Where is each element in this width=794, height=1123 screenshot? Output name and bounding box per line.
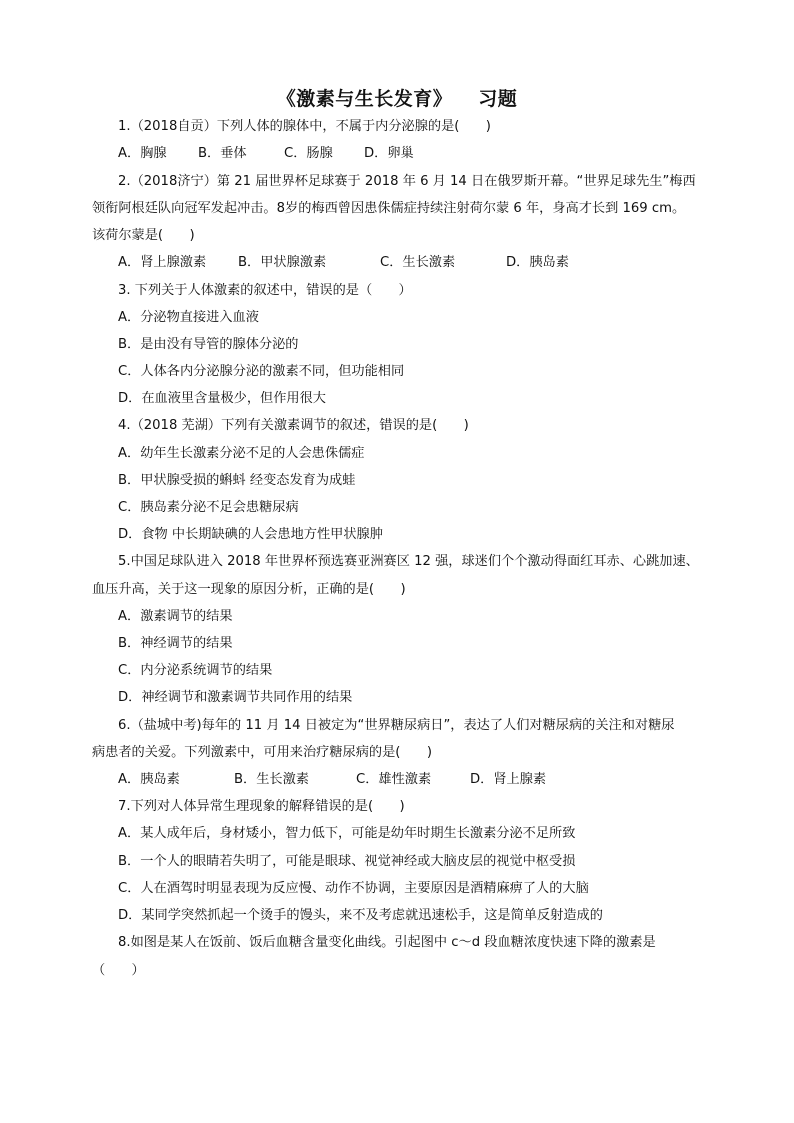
q3-option-b: B．是由没有导管的腺体分泌的 bbox=[118, 337, 299, 352]
q6-option-d: D．肾上腺素 bbox=[470, 772, 547, 787]
question-8-stem-line-1: 8.如图是某人在饭前、饭后血糖含量变化曲线。引起图中 c～d 段血糖浓度快速下降的激素是 bbox=[118, 935, 656, 950]
title-sub: 习题 bbox=[478, 88, 518, 110]
question-5-stem-line-1: 5.中国足球队进入 2018 年世界杯预选赛亚洲赛区 12 强，球迷们个个激动得面红耳赤、心跳加速、 bbox=[118, 554, 699, 569]
question-2-stem-line-1: 2.（2018济宁）第 21 届世界杯足球赛于 2018 年 6 月 14 日在俄罗斯开幕。“世界足球先生”梅西 bbox=[118, 174, 696, 189]
question-1-stem: 1.（2018自贡）下列人体的腺体中，不属于内分泌腺的是( ) bbox=[118, 119, 491, 134]
q7-option-d: D．某同学突然抓起一个烫手的馒头，来不及考虑就迅速松手，这是简单反射造成的 bbox=[118, 908, 603, 923]
question-8-stem-line-2: （ ） bbox=[92, 963, 145, 978]
q7-option-b: B．一个人的眼睛若失明了，可能是眼球、视觉神经或大脑皮层的视觉中枢受损 bbox=[118, 854, 576, 869]
q3-option-d: D．在血液里含量极少，但作用很大 bbox=[118, 391, 326, 406]
q1-option-c: C．肠腺 bbox=[284, 146, 333, 161]
worksheet-title bbox=[0, 84, 794, 111]
q6-option-c: C．雄性激素 bbox=[356, 772, 432, 787]
q6-option-b: B．生长激素 bbox=[234, 772, 309, 787]
question-5-stem-line-2: 血压升高，关于这一现象的原因分析，正确的是( ) bbox=[92, 582, 406, 597]
q4-option-a: A．幼年生长激素分泌不足的人会患侏儒症 bbox=[118, 446, 365, 461]
q5-option-c: C．内分泌系统调节的结果 bbox=[118, 663, 273, 678]
question-6-options bbox=[118, 770, 546, 790]
q7-option-c: C．人在酒驾时明显表现为反应慢、动作不协调，主要原因是酒精麻痹了人的大脑 bbox=[118, 881, 589, 896]
q1-option-a: A．胸腺 bbox=[118, 146, 167, 161]
q5-option-b: B．神经调节的结果 bbox=[118, 636, 233, 651]
q3-option-c: C．人体各内分泌腺分泌的激素不同，但功能相同 bbox=[118, 364, 405, 379]
q2-option-d: D．胰岛素 bbox=[506, 255, 569, 270]
question-6-stem-line-1: 6.（盐城中考)每年的 11 月 14 日被定为“世界糖尿病日”，表达了人们对糖尿病的关注和对糖尿 bbox=[118, 718, 675, 733]
q2-option-a: A．肾上腺激素 bbox=[118, 255, 207, 270]
question-2-options bbox=[118, 253, 569, 273]
q3-option-a: A．分泌物直接进入血液 bbox=[118, 310, 259, 325]
q2-option-b: B．甲状腺激素 bbox=[238, 255, 327, 270]
title-main: 《激素与生长发育》 bbox=[276, 88, 453, 110]
question-6-stem-line-2: 病患者的关爱。下列激素中，可用来治疗糖尿病的是( ) bbox=[92, 745, 432, 760]
q6-option-a: A．胰岛素 bbox=[118, 772, 180, 787]
question-7-stem: 7.下列对人体异常生理现象的解释错误的是( ) bbox=[118, 799, 405, 814]
q1-option-d: D．卵巢 bbox=[364, 146, 414, 161]
question-1-options bbox=[118, 144, 414, 164]
q4-option-d: D．食物 中长期缺碘的人会患地方性甲状腺肿 bbox=[118, 527, 383, 542]
question-3-stem: 3. 下列关于人体激素的叙述中，错误的是（ ） bbox=[118, 283, 412, 298]
q4-option-c: C．胰岛素分泌不足会患糖尿病 bbox=[118, 500, 299, 515]
q2-option-c: C．生长激素 bbox=[380, 255, 456, 270]
q1-option-b: B．垂体 bbox=[198, 146, 247, 161]
q7-option-a: A．某人成年后，身材矮小，智力低下，可能是幼年时期生长激素分泌不足所致 bbox=[118, 826, 576, 841]
question-2-stem-line-3: 该荷尔蒙是( ) bbox=[92, 228, 195, 243]
question-2-stem-line-2: 领衔阿根廷队向冠军发起冲击。8岁的梅西曾因患侏儒症持续注射荷尔蒙 6 年，身高才长到 169 cm。 bbox=[92, 201, 686, 216]
q4-option-b: B．甲状腺受损的蝌蚪 经变态发育为成蛙 bbox=[118, 473, 356, 488]
question-4-stem: 4.（2018 芜湖）下列有关激素调节的叙述，错误的是( ) bbox=[118, 418, 469, 433]
q5-option-a: A．激素调节的结果 bbox=[118, 609, 233, 624]
q5-option-d: D．神经调节和激素调节共同作用的结果 bbox=[118, 690, 353, 705]
